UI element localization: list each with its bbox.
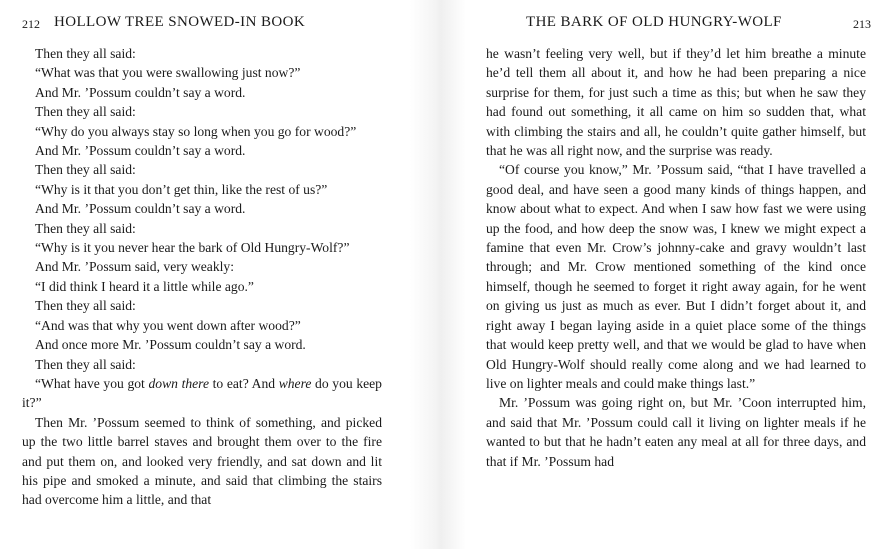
right-page-body bbox=[486, 44, 866, 471]
left-running-head: HOLLOW TREE SNOWED-IN BOOK bbox=[54, 14, 306, 30]
right-running-header bbox=[466, 14, 875, 34]
right-running-head: THE BARK OF OLD HUNGRY-WOLF bbox=[526, 14, 782, 30]
right-page-number: 213 bbox=[853, 17, 871, 31]
italic-text: where bbox=[278, 375, 312, 391]
paragraph: Then they all said: bbox=[35, 356, 136, 372]
paragraph: “What was that you were swallowing just now?” bbox=[35, 65, 301, 81]
paragraph: Then they all said: bbox=[35, 104, 136, 120]
paragraph: “I did think I heard it a little while ago.” bbox=[35, 278, 254, 294]
paragraph: And once more Mr. ’Possum couldn’t say a word. bbox=[35, 337, 306, 353]
paragraph: And Mr. ’Possum said, very weakly: bbox=[35, 259, 234, 275]
paragraph: “Why is it you never hear the bark of Old Hungry-Wolf?” bbox=[35, 240, 350, 256]
paragraph: “Of course you know,” Mr. ’Possum said, “that I have travelled a good deal, and have seen a good many kinds of things happen, and know about what to expect. And when I saw how fast we were using up the food, and how deep the snow was, I knew we might expect a famine that even Mr. Crow’s johnny-cake and gravy wouldn’t last through; and Mr. Crow mentioned something of the kind once himself, though he seemed to forget it right away again, for he went on giving us just as much as ever. But I didn’t forget about it, and right away I began laying aside in a quiet place some of the things that would keep pretty well, and that we would be glad to have when Old Hungry-Wolf should really come along and we had learned to live on lighter meals and could make things last.” bbox=[486, 162, 866, 391]
paragraph: he wasn’t feeling very well, but if they’d let him breathe a minute he’d tell them all about it, and how he had been preparing a nice surprise for them, for just such a time as this; but when he saw they had found out something, it all came on him so sudden that, what with climbing the stairs and all, he couldn’t quite gather himself, but that he was all right now, and the surprise was ready. bbox=[486, 46, 866, 159]
paragraph: Then Mr. ’Possum seemed to think of something, and picked up the two little barrel staves and brought them over to the fire and put them on, and looked very friendly, and sat down and lit his pipe and smoked a minute, and said that climbing the stairs had overcome him a little, and that bbox=[22, 414, 382, 508]
paragraph: And Mr. ’Possum couldn’t say a word. bbox=[35, 143, 246, 159]
paragraph: Then they all said: bbox=[35, 298, 136, 314]
right-page bbox=[466, 0, 875, 549]
paragraph: Then they all said: bbox=[35, 46, 136, 61]
paragraph: “Why do you always stay so long when you go for wood?” bbox=[35, 123, 357, 139]
text-run: do you keep it?” bbox=[22, 375, 382, 411]
left-page-body bbox=[22, 44, 382, 510]
paragraph: Mr. ’Possum was going right on, but Mr. ’Coon interrupted him, and said that Mr. ’Possum could call it living on lighter meals if he wanted to but that he hadn’t eaten any meal at all for three days, and that if Mr. ’Possum had bbox=[486, 395, 866, 469]
left-running-header bbox=[22, 14, 384, 34]
paragraph: And Mr. ’Possum couldn’t say a word. bbox=[35, 201, 246, 217]
paragraph: “And was that why you went down after wood?” bbox=[35, 317, 301, 333]
paragraph: Then they all said: bbox=[35, 162, 136, 178]
paragraph bbox=[22, 374, 382, 413]
paragraph: And Mr. ’Possum couldn’t say a word. bbox=[35, 84, 246, 100]
book-gutter bbox=[410, 0, 466, 549]
left-page bbox=[0, 0, 410, 549]
text-run: to eat? And bbox=[209, 375, 279, 391]
paragraph: “Why is it that you don’t get thin, like the rest of us?” bbox=[35, 181, 328, 197]
left-page-number: 212 bbox=[22, 17, 40, 31]
paragraph: Then they all said: bbox=[35, 220, 136, 236]
text-run: “What have you got bbox=[35, 375, 149, 391]
italic-text: down there bbox=[148, 375, 209, 391]
